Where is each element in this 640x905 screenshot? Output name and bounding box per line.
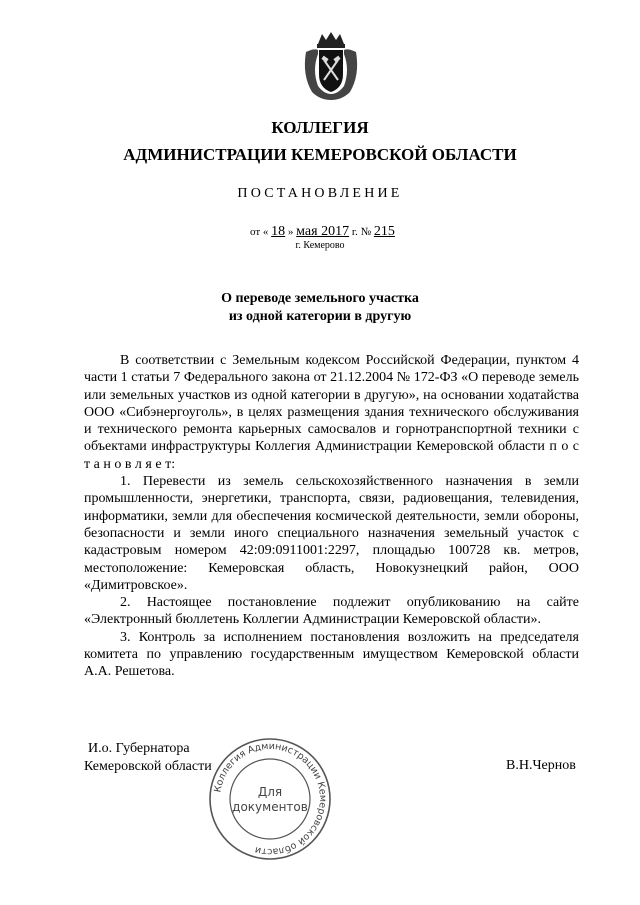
item-2-paragraph: 2. Настоящее постановление подлежит опубликованию на сайте «Электронный бюллетень Коллегии Администрации Кемеровской области». [84, 595, 579, 628]
title-line2: из одной категории в другую [228, 309, 412, 324]
document-title [0, 290, 640, 326]
official-stamp [205, 734, 335, 864]
document-body [84, 352, 579, 681]
city: г. Кемерово [295, 240, 345, 251]
stamp-center-line1: Для [257, 785, 283, 799]
number-sign: № [360, 226, 372, 238]
date-month-year: мая 2017 [296, 224, 350, 239]
date-suffix: г. [351, 226, 358, 238]
coat-of-arms-emblem [300, 30, 362, 102]
date-line [250, 224, 395, 240]
document-type: ПОСТАНОВЛЕНИЕ [237, 186, 403, 201]
stamp-ring-text: Коллегия Администрации Кемеровской области [212, 740, 329, 858]
document-number: 215 [373, 224, 395, 239]
position-line2: Кемеровской области [84, 759, 212, 774]
item-3-paragraph: 3. Контроль за исполнением постановления возложить на председателя комитета по управлению государственным имуществом Кемеровской области А.А. Решетова. [84, 629, 579, 680]
title-line1: О переводе земельного участка [221, 291, 419, 306]
date-prefix: от « [250, 226, 269, 238]
preamble-paragraph: В соответствии с Земельным кодексом Российской Федерации, пунктом 4 части 1 статьи 7 Федерального закона от 21.12.2004 № 172-ФЗ «О переводе земель или земельных участков из одной категории в другую», на основании ходатайства ООО «Сибэнергоуголь», в целях размещения здания технического обслуживания и технического ремонта карьерных самосвалов и горнотранспортной техники с объектами инфраструктуры Коллегия Администрации Кемеровской области п о с т а н о в л я е т: [84, 353, 579, 472]
date-day: 18 [271, 224, 286, 239]
stamp-center-line2: документов [232, 800, 308, 814]
item-1-paragraph: 1. Перевести из земель сельскохозяйственного назначения в земли промышленности, энергетики, транспорта, связи, радиовещания, телевидения, информатики, земли для обеспечения космической деятельности, земли обороны, безопасности и земли иного специального назначения земельный участок с кадастровым номером 42:09:0911001:2297, площадью 100728 кв. метров, местоположение: Кемеровская область, Новокузнецкий район, ООО «Димитровское». [84, 474, 579, 593]
org-name-line2: АДМИНИСТРАЦИИ КЕМЕРОВСКОЙ ОБЛАСТИ [123, 145, 517, 164]
date-separator: » [287, 226, 294, 238]
org-name-line1: КОЛЛЕГИЯ [271, 118, 369, 137]
position-line1: И.о. Губернатора [88, 741, 190, 756]
signatory-name: В.Н.Чернов [506, 758, 576, 773]
signatory-position [84, 740, 212, 776]
